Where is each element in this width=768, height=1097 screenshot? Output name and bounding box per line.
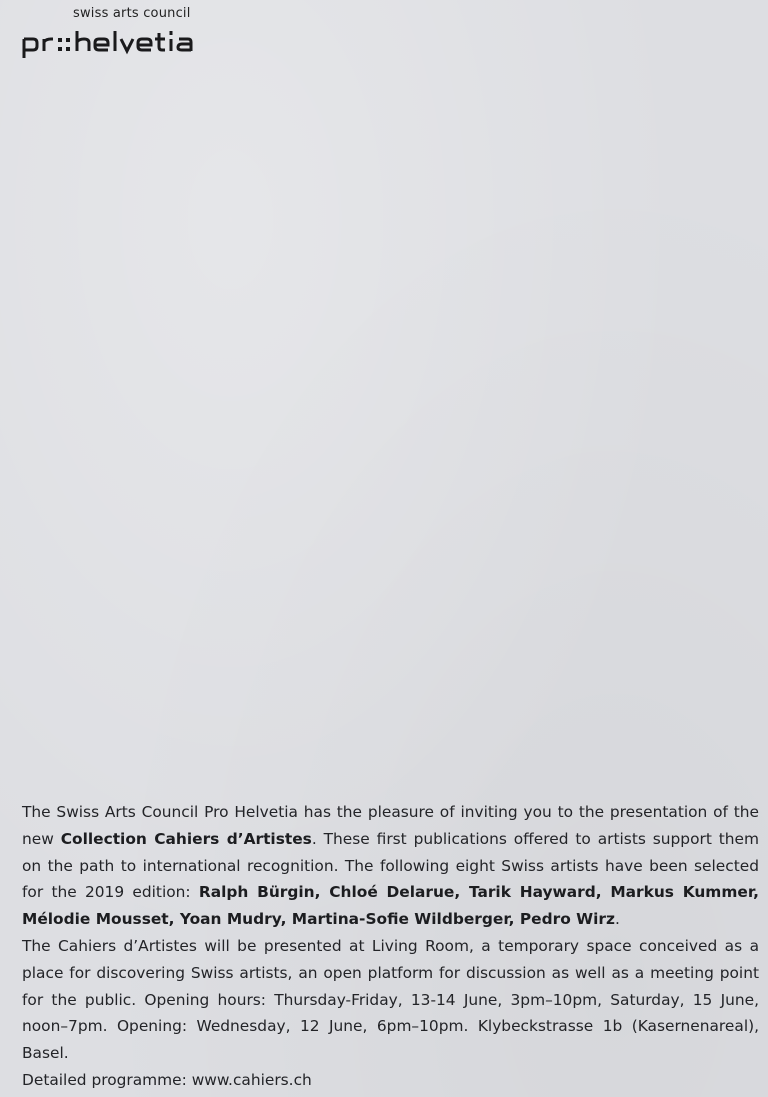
intro-text: The Swiss Arts Council Pro Helvetia has the pleasure of inviting you to the presentation of the new <box>22 803 759 848</box>
pro-helvetia-wordmark-graphic <box>21 28 209 62</box>
invitation-paragraph-2: The Cahiers d’Artistes will be presented at Living Room, a temporary space conceived as a place for discovering Swiss artists, an open platform for discussion as well as a meeting point for the public. Opening hours: Thursday-Friday, 13-14 June, 3pm–10pm, Saturday, 15 June, noon–7pm. Opening: Wednesday, 12 June, 6pm–10pm. Klybeckstrasse 1b (Kasernenareal), Basel. <box>22 936 759 1063</box>
logo-tagline: swiss arts council <box>73 6 191 21</box>
collection-title: Collection Cahiers d’Artistes <box>60 829 312 848</box>
invitation-text <box>22 799 759 1094</box>
programme-label: Detailed programme: <box>22 1070 192 1089</box>
intro-middle-text: . These first publications offered to artists support them on the path to international recognition. The following eight Swiss artists have been selected for the 2019 edition: <box>22 829 760 902</box>
programme-link[interactable]: www.cahiers.ch <box>191 1070 312 1089</box>
invitation-paragraph-1 <box>22 799 759 933</box>
artist-list: Ralph Bürgin, Chloé Delarue, Tarik Hayward, Markus Kummer, Mélodie Mousset, Yoan Mudry, Martina-Sofie Wildberger, Pedro Wirz <box>22 883 759 929</box>
logo-wordmark <box>21 28 209 67</box>
invitation-paragraph-3 <box>22 1067 759 1094</box>
intro-end-text: . <box>614 910 620 929</box>
